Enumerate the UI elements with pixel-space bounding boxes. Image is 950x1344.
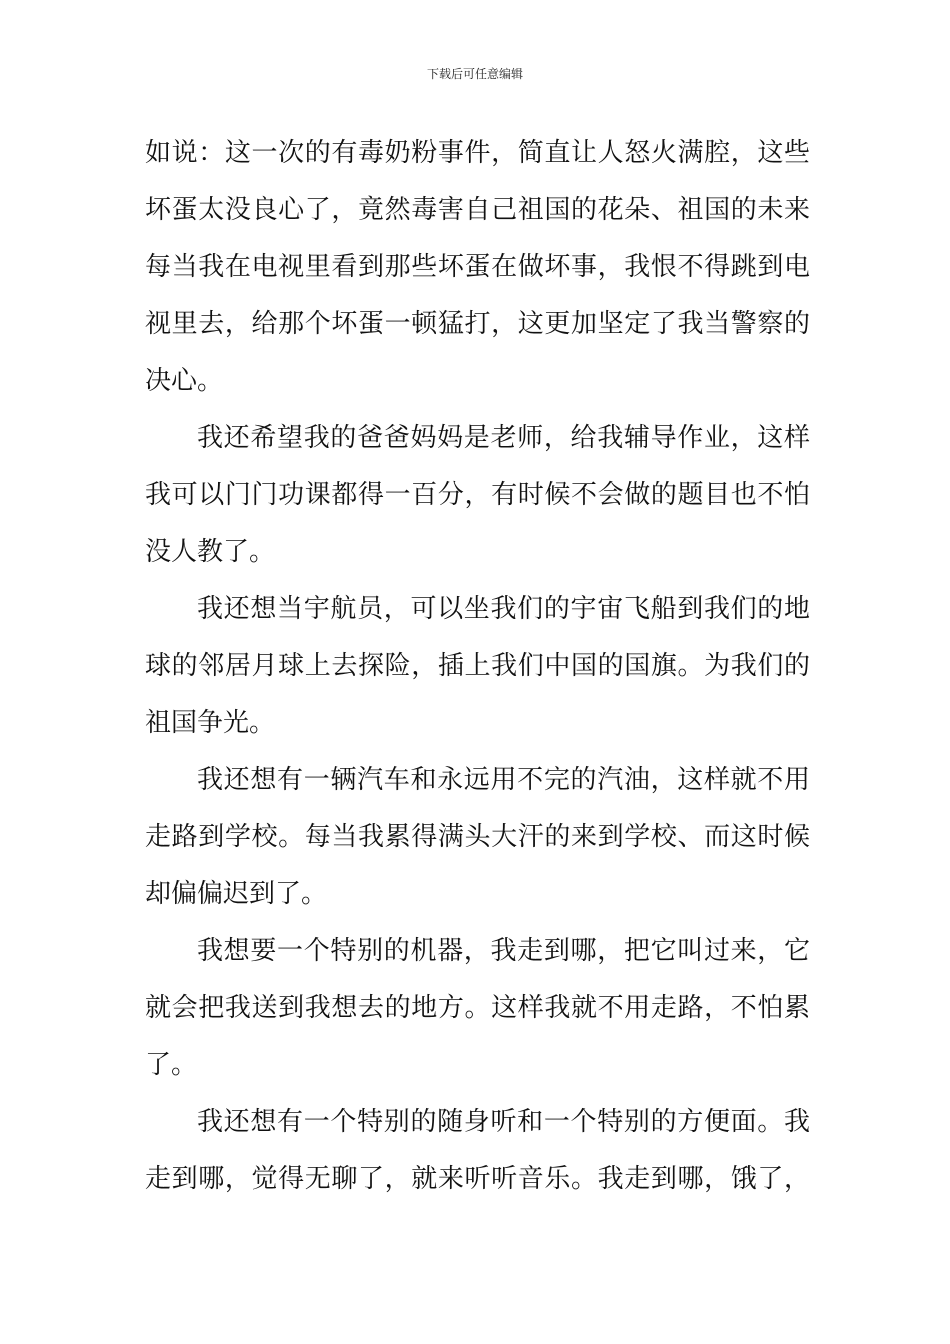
paragraph-3-line-3: 祖国争光。 bbox=[145, 708, 276, 738]
paragraph-5-line-2: 就会把我送到我想去的地方。这样我就不用走路，不怕累 bbox=[145, 993, 810, 1023]
document-body bbox=[145, 125, 810, 1208]
paragraph-6-line-2: 走到哪，觉得无聊了，就来听听音乐。我走到哪，饿了， bbox=[145, 1164, 810, 1194]
paragraph-3-line-2: 球的邻居月球上去探险，插上我们中国的国旗。为我们的 bbox=[145, 651, 810, 681]
paragraph-5-line-1: 我想要一个特别的机器，我走到哪，把它叫过来，它 bbox=[197, 936, 810, 966]
paragraph-3-line-1: 我还想当宇航员，可以坐我们的宇宙飞船到我们的地 bbox=[197, 594, 810, 624]
paragraph-1-line-1: 如说：这一次的有毒奶粉事件，简直让人怒火满腔，这些 bbox=[145, 138, 810, 168]
paragraph-6-line-1: 我还想有一个特别的随身听和一个特别的方便面。我 bbox=[197, 1107, 810, 1137]
page-header: 下载后可任意编辑 bbox=[426, 67, 523, 81]
paragraph-2-line-2: 我可以门门功课都得一百分，有时候不会做的题目也不怕 bbox=[145, 480, 810, 510]
paragraph-2-line-3: 没人教了。 bbox=[145, 537, 276, 567]
paragraph-4-line-2: 走路到学校。每当我累得满头大汗的来到学校、而这时候 bbox=[145, 822, 810, 852]
paragraph-5-line-3: 了。 bbox=[145, 1050, 198, 1080]
paragraph-4-line-1: 我还想有一辆汽车和永远用不完的汽油，这样就不用 bbox=[197, 765, 810, 795]
paragraph-1-line-2: 坏蛋太没良心了，竟然毒害自己祖国的花朵、祖国的未来 bbox=[145, 195, 810, 225]
paragraph-1-line-4: 视里去，给那个坏蛋一顿猛打，这更加坚定了我当警察的 bbox=[145, 309, 810, 339]
paragraph-1-line-3: 每当我在电视里看到那些坏蛋在做坏事，我恨不得跳到电 bbox=[145, 252, 810, 282]
paragraph-2-line-1: 我还希望我的爸爸妈妈是老师，给我辅导作业，这样 bbox=[197, 423, 810, 453]
paragraph-1-line-5: 决心。 bbox=[145, 366, 224, 396]
paragraph-4-line-3: 却偏偏迟到了。 bbox=[145, 879, 328, 909]
